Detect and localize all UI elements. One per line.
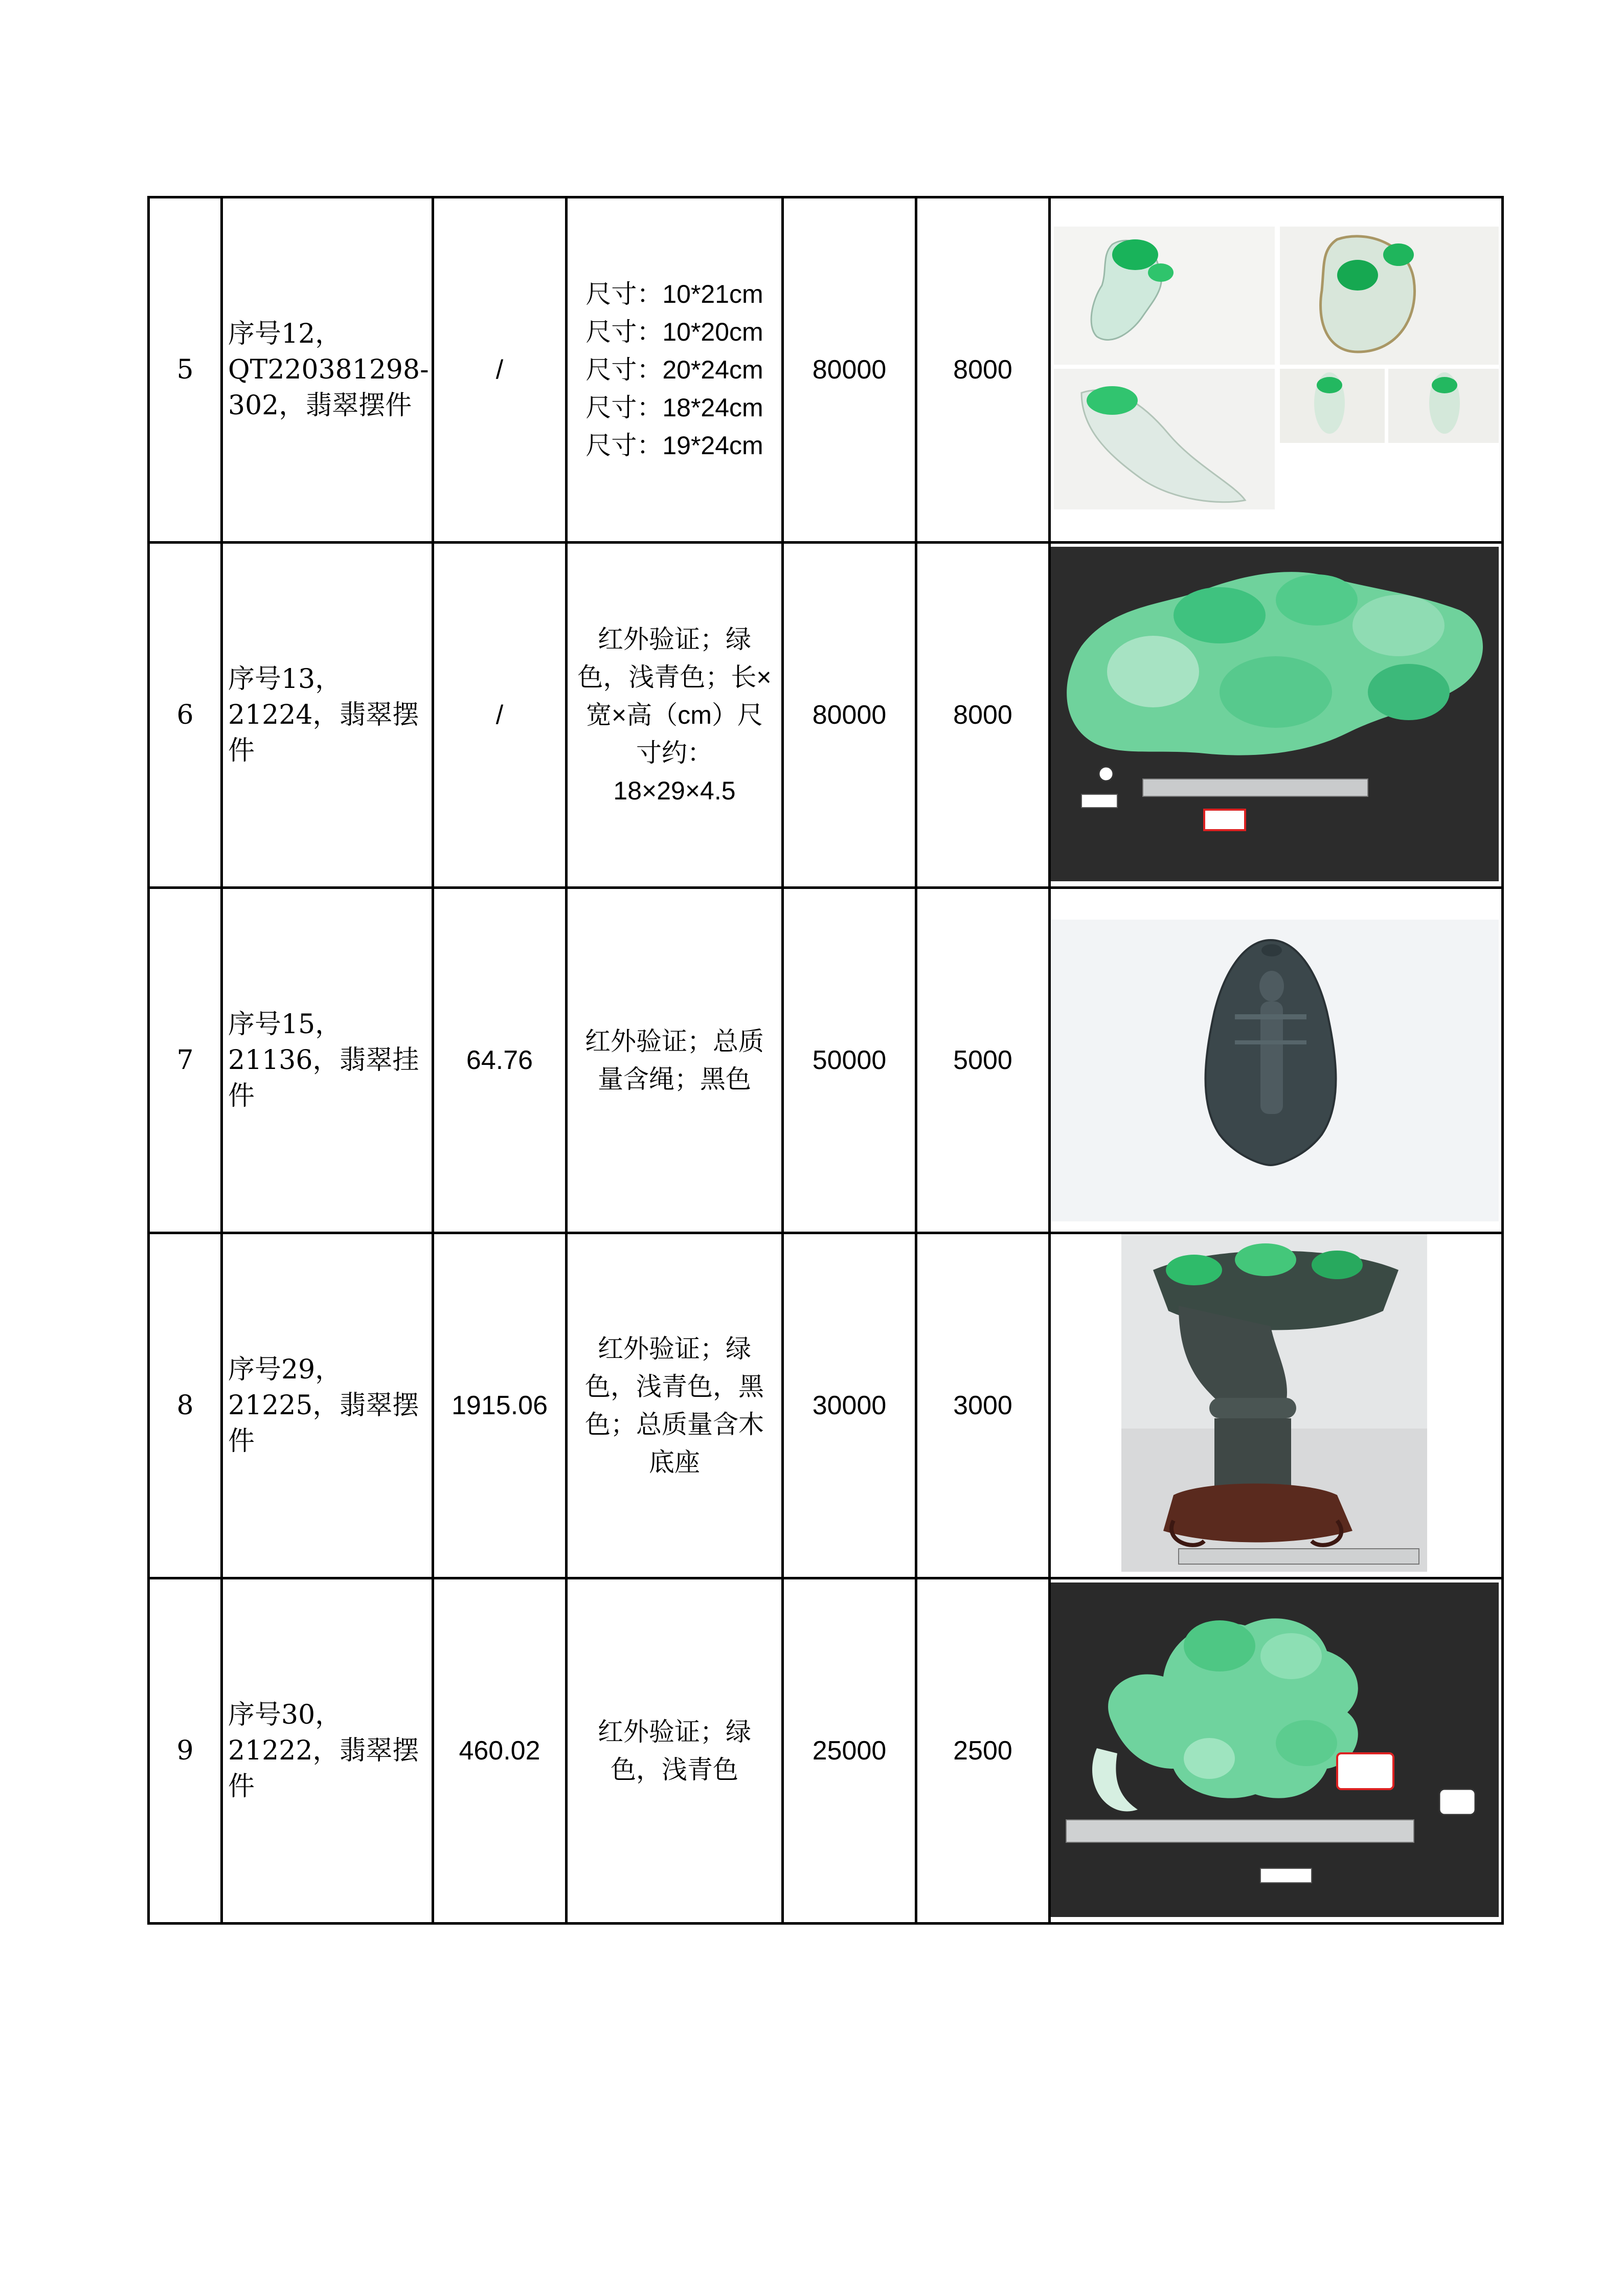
item-name-line: 21225，翡翠摆 [228,1390,419,1421]
item-name [222,197,433,543]
item-price-start: 5000 [916,888,1050,1233]
item-price-reference: 80000 [783,543,916,888]
item-description [567,1233,783,1578]
row-index: 7 [149,888,222,1233]
item-name [222,1578,433,1924]
item-description [567,888,783,1233]
item-name-line: 21224，翡翠摆 [228,700,419,730]
item-name-line: 21136，翡翠挂 [228,1045,419,1076]
desc-line: 色；总质量含木 [585,1410,764,1439]
item-description [567,543,783,888]
item-weight: 64.76 [433,888,567,1233]
desc-line: 18×29×4.5 [613,776,736,805]
item-weight: / [433,197,567,543]
table-row [149,197,1503,543]
item-name-line: 302，翡翠摆件 [228,390,412,421]
item-price-start: 8000 [916,197,1050,543]
jade-photo-collage [1051,198,1499,536]
item-price-start: 3000 [916,1233,1050,1578]
item-description [567,197,783,543]
item-weight: 1915.06 [433,1233,567,1578]
desc-line: 红外验证；绿 [598,1718,751,1746]
item-price-reference: 30000 [783,1233,916,1578]
item-name-line: 件 [228,1771,255,1802]
item-name [222,1233,433,1578]
desc-line: 尺寸：18*24cm [585,393,763,422]
item-name-line: 21222，翡翠摆 [228,1735,419,1766]
item-name [222,543,433,888]
table-row [149,543,1503,888]
jade-vase-photo [1051,1234,1499,1572]
item-name-line: 序号12， [228,319,342,349]
item-photo-cell [1050,197,1503,543]
item-name [222,888,433,1233]
item-name-line: 件 [228,1426,255,1457]
jade-photo [1051,544,1499,881]
table-row [149,1578,1503,1924]
item-name-line: 序号13， [228,664,342,695]
item-name-line: 序号29， [228,1354,342,1385]
item-price-start: 8000 [916,543,1050,888]
row-index: 5 [149,197,222,543]
desc-line: 红外验证；绿 [598,1334,751,1363]
desc-line: 红外验证；总质 [585,1027,764,1056]
item-photo-cell [1050,543,1503,888]
item-name-line: 序号30， [228,1700,342,1730]
item-name-line: 件 [228,1081,255,1111]
item-weight: 460.02 [433,1578,567,1924]
desc-line: 尺寸：10*20cm [585,318,763,346]
desc-line: 尺寸：19*24cm [585,431,763,460]
row-index: 8 [149,1233,222,1578]
item-photo-cell [1050,1578,1503,1924]
item-name-line: QT220381298- [228,354,429,385]
desc-line: 底座 [649,1448,700,1477]
item-price-reference: 80000 [783,197,916,543]
item-price-reference: 50000 [783,888,916,1233]
desc-line: 宽×高（cm）尺 [586,701,763,729]
desc-line: 尺寸：10*21cm [585,280,763,308]
jade-pendant-photo [1051,889,1499,1227]
jade-carving-photo [1051,1579,1499,1917]
table-row [149,1233,1503,1578]
item-photo-cell [1050,1233,1503,1578]
table-row [149,888,1503,1233]
desc-line: 寸约： [636,739,713,767]
item-weight: / [433,543,567,888]
desc-line: 尺寸：20*24cm [585,355,763,384]
row-index: 9 [149,1578,222,1924]
item-description [567,1578,783,1924]
items-table [147,196,1504,1925]
desc-line: 量含绳；黑色 [598,1065,751,1094]
item-photo-cell [1050,888,1503,1233]
desc-line: 红外验证；绿 [598,625,751,654]
item-name-line: 序号15， [228,1009,342,1040]
desc-line: 色，浅青色；长× [577,663,772,692]
desc-line: 色，浅青色 [611,1755,738,1784]
row-index: 6 [149,543,222,888]
desc-line: 色，浅青色，黑 [585,1372,764,1401]
item-name-line: 件 [228,735,255,766]
item-price-start: 2500 [916,1578,1050,1924]
item-price-reference: 25000 [783,1578,916,1924]
